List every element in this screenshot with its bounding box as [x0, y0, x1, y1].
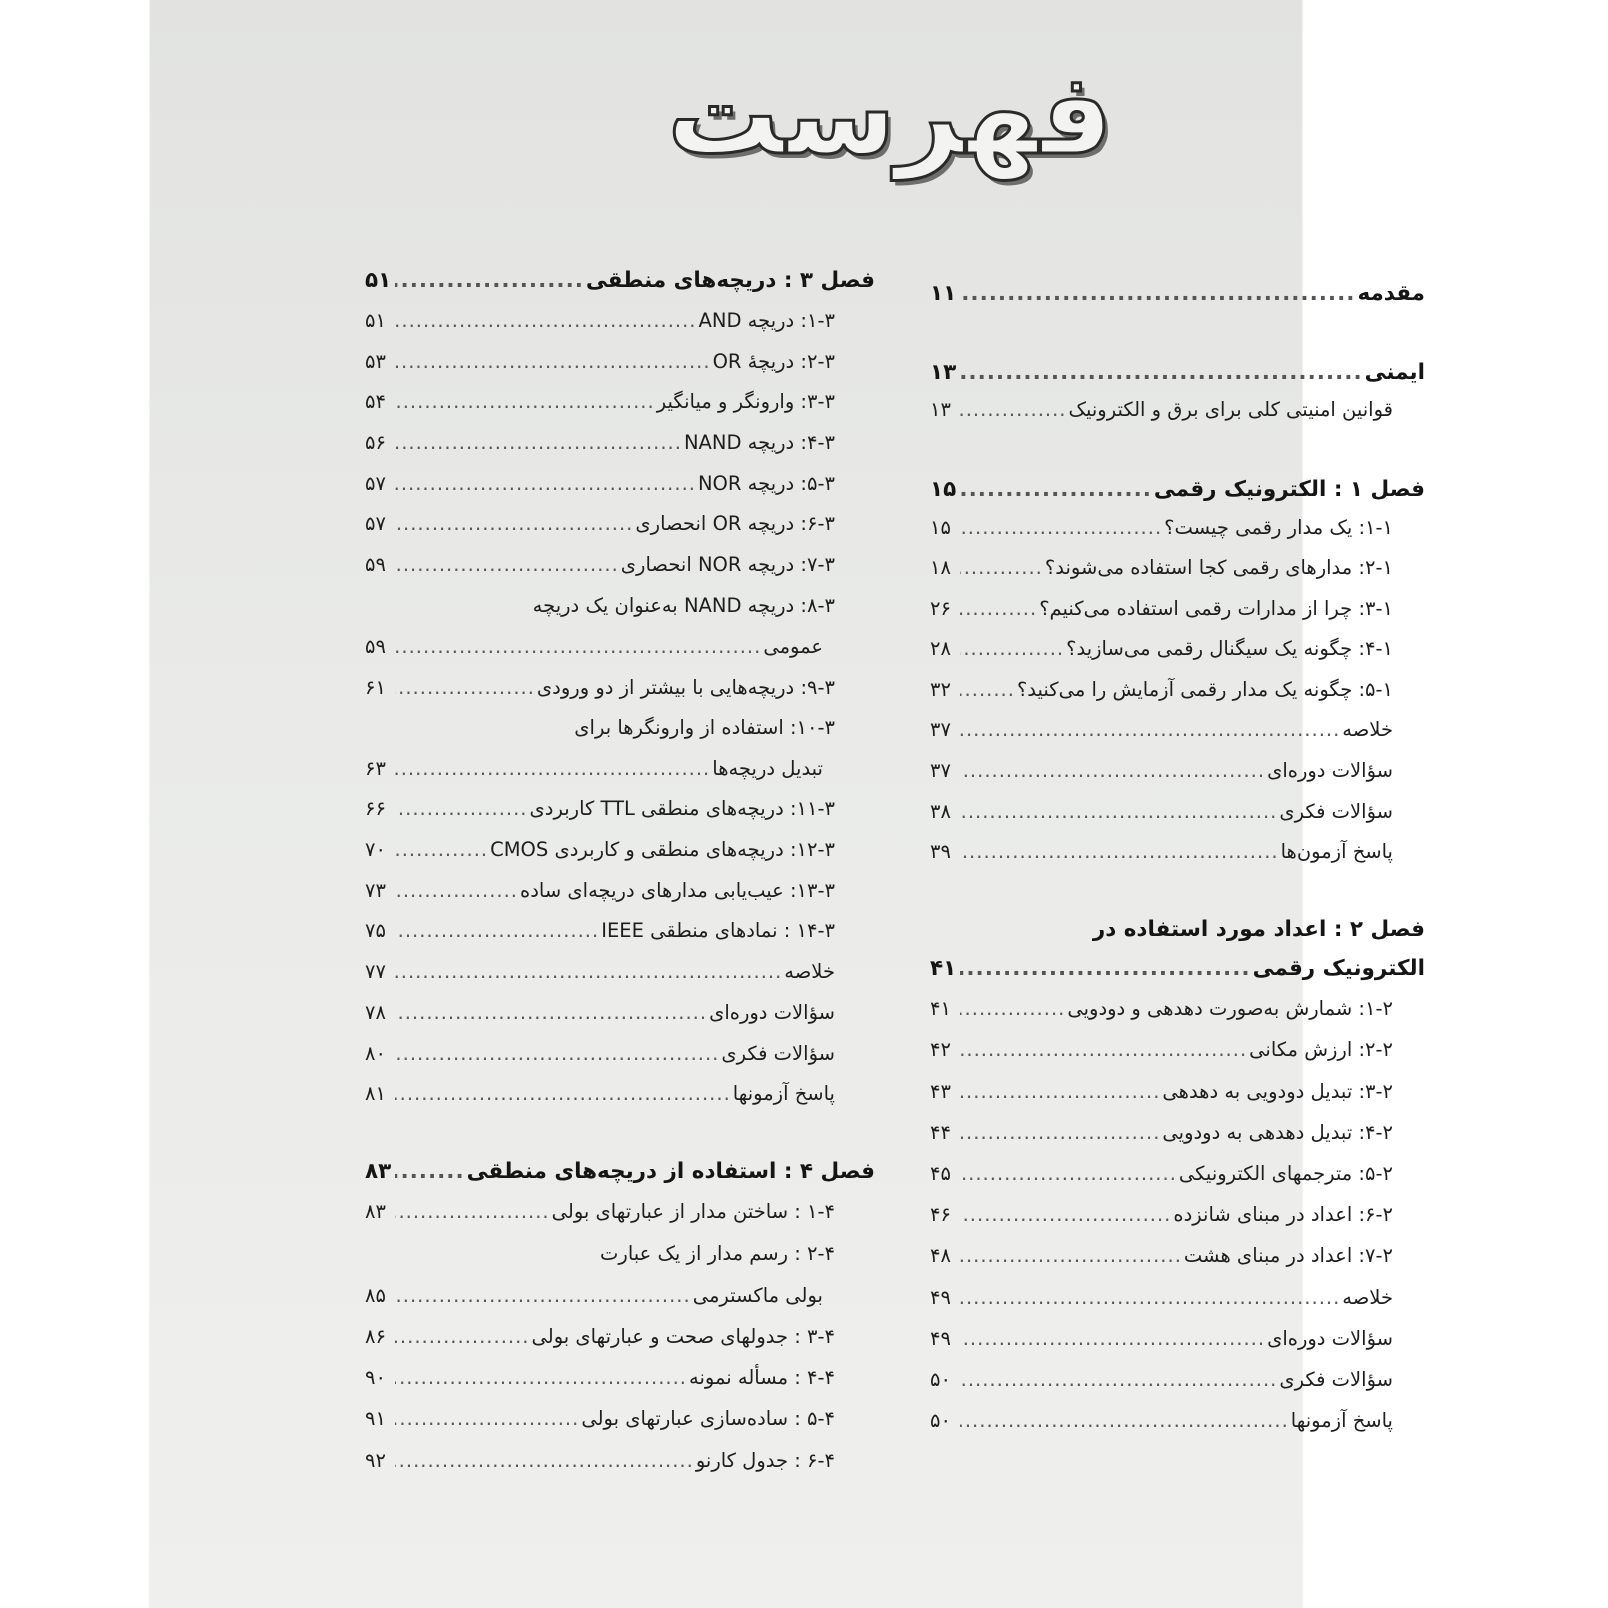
- toc-entry-page: ۷۷: [365, 960, 386, 983]
- toc-entry-title: الکترونیک رقمی: [1252, 956, 1425, 981]
- dot-leader: [960, 1203, 1171, 1226]
- toc-entry-title: ۴-۳: دریچه NAND: [683, 431, 835, 454]
- dot-leader: [395, 472, 696, 495]
- toc-entry-title: سؤالات فکری: [721, 1042, 835, 1065]
- toc-entry: [365, 512, 875, 552]
- dot-leader: [395, 919, 599, 942]
- dot-leader: [960, 637, 1064, 660]
- toc-entry-page: ۴۱: [930, 956, 957, 981]
- toc-entry-title: ۶-۴ : جدول کارنو: [695, 1449, 835, 1472]
- dot-leader: [960, 477, 1152, 502]
- toc-entry-page: ۳۸: [930, 800, 951, 823]
- toc-entry-page: ۳۲: [930, 678, 951, 701]
- toc-entry: [930, 637, 1425, 677]
- dot-leader: [395, 512, 633, 535]
- toc-entry-title: ۱۴-۳ : نمادهای منطقی IEEE: [601, 919, 835, 942]
- toc-entry-page: ۵۱: [365, 268, 392, 293]
- toc-entry: [930, 281, 1425, 321]
- toc-entry: [365, 879, 875, 919]
- toc-entry-page: ۵۷: [365, 512, 386, 535]
- toc-entry-page: ۵۷: [365, 472, 386, 495]
- dot-leader: [395, 797, 528, 820]
- book-page: [150, 0, 1425, 1608]
- dot-leader: [395, 676, 535, 699]
- toc-entry: [930, 556, 1425, 596]
- toc-entry-title: خلاصه: [784, 960, 835, 983]
- toc-entry-page: ۴۹: [930, 1286, 951, 1309]
- toc-entry-page: ۹۱: [365, 1407, 386, 1430]
- toc-entry-title: ۳-۳: وارونگر و میانگیر: [656, 390, 835, 413]
- toc-entry-page: ۸۶: [365, 1325, 386, 1348]
- dot-leader: [960, 1038, 1247, 1061]
- toc-entry: [930, 678, 1425, 718]
- toc-entry-title: ۱۱-۳: دریچه‌های منطقی TTL کاربردی: [529, 797, 835, 820]
- toc-entry-title: قوانین امنیتی کلی برای برق و الکترونیک: [1068, 398, 1393, 421]
- toc-entry-title: تبدیل دریچه‌ها: [712, 757, 823, 780]
- toc-entry-title: سؤالات دوره‌ای: [1267, 1327, 1393, 1350]
- toc-entry-title: ۵-۱: چگونه یک مدار رقمی آزمایش را می‌کنید؟: [1016, 678, 1393, 701]
- toc-entry: [365, 309, 875, 349]
- toc-entry: [930, 1121, 1425, 1161]
- toc-entry-page: ۴۶: [930, 1203, 951, 1226]
- toc-entry-title: مقدمه: [1357, 281, 1425, 306]
- toc-entry-title: ۴-۱: چگونه یک سیگنال رقمی می‌سازید؟: [1066, 637, 1393, 660]
- dot-leader: [395, 553, 619, 576]
- toc-entry-title: ۴-۴ : مسأله نمونه: [689, 1366, 835, 1389]
- dot-leader: [960, 800, 1277, 823]
- toc-entry-page: ۵۹: [365, 553, 386, 576]
- toc-entry-page: ۷۰: [365, 838, 386, 861]
- toc-entry: [365, 1159, 875, 1199]
- toc-entry-page: ۴۳: [930, 1080, 951, 1103]
- dot-leader: [395, 1200, 550, 1223]
- toc-entry-page: ۱۵: [930, 516, 951, 539]
- toc-entry-title: فصل ۳ : دریچه‌های منطقی: [585, 268, 875, 293]
- toc-entry-title: سؤالات فکری: [1279, 1368, 1393, 1391]
- toc-entry-page: ۳۹: [930, 840, 951, 863]
- dot-leader: [960, 1286, 1340, 1309]
- page-title: فهرست: [667, 50, 1113, 180]
- dot-leader: [395, 268, 584, 293]
- toc-entry-title: ۱-۳: دریچه AND: [698, 309, 835, 332]
- toc-entry-title: ۱-۴ : ساختن مدار از عبارتهای بولی: [551, 1200, 835, 1223]
- toc-entry: [365, 1407, 875, 1447]
- dot-leader: [960, 597, 1037, 620]
- toc-entry-title: ۸-۳: دریچه NAND به‌عنوان یک دریچه: [532, 594, 835, 617]
- toc-entry: [365, 350, 875, 390]
- toc-entry-page: ۴۸: [930, 1244, 951, 1267]
- toc-entry-title: فصل ۱ : الکترونیک رقمی: [1153, 477, 1425, 502]
- toc-entry: [365, 676, 875, 716]
- toc-entry: [365, 1200, 875, 1240]
- toc-entry: [930, 1368, 1425, 1408]
- toc-entry-title: ۵-۳: دریچه NOR: [697, 472, 835, 495]
- toc-entry: [930, 840, 1425, 880]
- toc-entry-page: ۳۷: [930, 759, 951, 782]
- toc-entry-title: ۲-۲: ارزش مکانی: [1249, 1038, 1393, 1061]
- toc-entry-title: ۴-۲: تبدیل دهدهی به دودویی: [1162, 1121, 1393, 1144]
- toc-entry-page: ۸۵: [365, 1284, 386, 1307]
- toc-entry-page: ۸۰: [365, 1042, 386, 1065]
- toc-entry-title: ۶-۲: اعداد در مبنای شانزده: [1173, 1203, 1393, 1226]
- toc-entry: [365, 960, 875, 1000]
- toc-entry-page: ۵۰: [930, 1409, 951, 1432]
- toc-entry: [365, 1325, 875, 1365]
- dot-leader: [395, 1366, 687, 1389]
- toc-entry-page: ۵۴: [365, 390, 386, 413]
- toc-entry-title: پاسخ آزمون‌ها: [1280, 840, 1393, 863]
- toc-entry-title: ۱-۱: یک مدار رقمی چیست؟: [1164, 516, 1393, 539]
- toc-entry-page: ۵۰: [930, 1368, 951, 1391]
- toc-entry-page: ۴۵: [930, 1162, 951, 1185]
- toc-entry-page: ۷۳: [365, 879, 386, 902]
- toc-entry-title: ۳-۱: چرا از مدارات رقمی استفاده می‌کنیم؟: [1039, 597, 1393, 620]
- toc-entry-title: پاسخ آزمونها: [732, 1082, 835, 1105]
- toc-entry-title: سؤالات دوره‌ای: [1267, 759, 1393, 782]
- toc-entry-page: ۶۳: [365, 757, 386, 780]
- toc-entry-page: ۲۶: [930, 597, 951, 620]
- toc-entry-title: خلاصه: [1342, 1286, 1393, 1309]
- dot-leader: [395, 1159, 465, 1184]
- dot-leader: [960, 997, 1065, 1020]
- toc-entry-title: ۹-۳: دریچه‌هایی با بیشتر از دو ورودی: [536, 676, 835, 699]
- dot-leader: [960, 281, 1355, 306]
- dot-leader: [395, 350, 711, 373]
- toc-entry: [930, 1244, 1425, 1284]
- dot-leader: [395, 838, 488, 861]
- toc-entry: [930, 718, 1425, 758]
- toc-entry-page: ۵۹: [365, 635, 386, 658]
- toc-entry: [930, 1203, 1425, 1243]
- dot-leader: [960, 678, 1015, 701]
- toc-entry: [930, 917, 1425, 957]
- toc-entry: [365, 1284, 875, 1324]
- toc-entry-page: ۶۶: [365, 797, 386, 820]
- toc-entry: [365, 594, 875, 634]
- toc-entry: [930, 1327, 1425, 1367]
- toc-entry-page: ۹۲: [365, 1449, 386, 1472]
- toc-entry-page: ۱۳: [930, 360, 957, 385]
- toc-entry: [365, 1242, 875, 1282]
- dot-leader: [395, 390, 655, 413]
- dot-leader: [395, 1407, 579, 1430]
- toc-entry: [365, 757, 875, 797]
- toc-entry: [930, 597, 1425, 637]
- toc-entry-page: ۷۵: [365, 919, 386, 942]
- toc-entry-page: ۵۱: [365, 309, 386, 332]
- toc-entry: [365, 1449, 875, 1489]
- toc-entry-page: ۴۴: [930, 1121, 951, 1144]
- toc-entry-page: ۷۸: [365, 1001, 386, 1024]
- toc-entry-title: عمومی: [763, 635, 823, 658]
- dot-leader: [395, 1449, 694, 1472]
- dot-leader: [960, 516, 1162, 539]
- toc-entry: [930, 759, 1425, 799]
- toc-entry: [930, 956, 1425, 996]
- toc-entry-title: ۲-۱: مدارهای رقمی کجا استفاده می‌شوند؟: [1044, 556, 1393, 579]
- toc-entry: [365, 1001, 875, 1041]
- toc-entry-title: ۷-۲: اعداد در مبنای هشت: [1183, 1244, 1393, 1267]
- toc-entry-title: خلاصه: [1342, 718, 1393, 741]
- toc-entry-page: ۴۲: [930, 1038, 951, 1061]
- toc-entry-title: سؤالات فکری: [1279, 800, 1393, 823]
- toc-entry-page: ۱۵: [930, 477, 957, 502]
- dot-leader: [960, 1327, 1265, 1350]
- toc-entry-title: ۶-۳: دریچه OR انحصاری: [635, 512, 835, 535]
- dot-leader: [395, 635, 761, 658]
- dot-leader: [960, 1080, 1160, 1103]
- toc-entry: [930, 1409, 1425, 1449]
- toc-entry-title: بولی ماکسترمی: [692, 1284, 823, 1307]
- toc-entry: [365, 1366, 875, 1406]
- toc-entry-title: ۱-۲: شمارش به‌صورت دهدهی و دودویی: [1067, 997, 1393, 1020]
- toc-entry: [365, 1042, 875, 1082]
- dot-leader: [960, 1244, 1182, 1267]
- toc-entry-page: ۵۳: [365, 350, 386, 373]
- dot-leader: [960, 759, 1265, 782]
- toc-entry-title: ۲-۴ : رسم مدار از یک عبارت: [600, 1242, 835, 1265]
- toc-entry-title: ۵-۴ : ساده‌سازی عبارتهای بولی: [581, 1407, 835, 1430]
- toc-entry: [365, 268, 875, 308]
- toc-entry: [930, 1038, 1425, 1078]
- dot-leader: [395, 757, 710, 780]
- toc-entry: [930, 477, 1425, 517]
- dot-leader: [395, 1284, 691, 1307]
- toc-entry-title: ۵-۲: مترجمهای الکترونیکی: [1178, 1162, 1393, 1185]
- dot-leader: [960, 1162, 1177, 1185]
- dot-leader: [960, 840, 1279, 863]
- dot-leader: [395, 1325, 530, 1348]
- toc-entry: [365, 716, 875, 756]
- toc-entry: [930, 1080, 1425, 1120]
- toc-entry: [930, 997, 1425, 1037]
- toc-entry-page: ۳۷: [930, 718, 951, 741]
- toc-entry-title: فصل ۲ : اعداد مورد استفاده در: [1092, 917, 1425, 942]
- dot-leader: [960, 956, 1251, 981]
- toc-entry: [365, 431, 875, 471]
- toc-entry: [930, 1286, 1425, 1326]
- dot-leader: [395, 879, 518, 902]
- toc-entry: [930, 398, 1425, 438]
- toc-entry-page: ۸۳: [365, 1200, 386, 1223]
- dot-leader: [395, 309, 697, 332]
- toc-entry: [365, 1082, 875, 1122]
- dot-leader: [395, 1082, 731, 1105]
- dot-leader: [960, 1368, 1277, 1391]
- toc-entry-page: ۶۱: [365, 676, 386, 699]
- toc-entry: [365, 838, 875, 878]
- toc-entry-page: ۴۹: [930, 1327, 951, 1350]
- dot-leader: [960, 718, 1340, 741]
- toc-entry-page: ۵۶: [365, 431, 386, 454]
- toc-entry-page: ۸۱: [365, 1082, 386, 1105]
- toc-entry-title: سؤالات دوره‌ای: [709, 1001, 835, 1024]
- toc-entry-title: ۳-۲: تبدیل دودویی به دهدهی: [1162, 1080, 1393, 1103]
- toc-entry: [930, 800, 1425, 840]
- toc-entry-page: ۹۰: [365, 1366, 386, 1389]
- dot-leader: [960, 1121, 1160, 1144]
- toc-entry-title: ۱۰-۳: استفاده از وارونگرها برای: [574, 716, 835, 739]
- dot-leader: [395, 1042, 719, 1065]
- toc-entry: [365, 919, 875, 959]
- toc-entry-title: ۱۲-۳: دریچه‌های منطقی و کاربردی CMOS: [490, 838, 835, 861]
- dot-leader: [960, 1409, 1289, 1432]
- toc-entry: [930, 360, 1425, 400]
- dot-leader: [395, 431, 682, 454]
- dot-leader: [960, 360, 1363, 385]
- toc-entry-page: ۱۳: [930, 398, 951, 421]
- toc-entry: [930, 516, 1425, 556]
- toc-entry-title: ۷-۳: دریچه NOR انحصاری: [620, 553, 835, 576]
- dot-leader: [960, 556, 1043, 579]
- toc-entry-title: ۱۳-۳: عیب‌یابی مدارهای دریچه‌ای ساده: [520, 879, 835, 902]
- toc-entry-title: ایمنی: [1364, 360, 1425, 385]
- toc-entry-title: پاسخ آزمونها: [1290, 1409, 1393, 1432]
- toc-entry: [365, 390, 875, 430]
- toc-entry-page: ۱۸: [930, 556, 951, 579]
- toc-entry-title: ۳-۴ : جدولهای صحت و عبارتهای بولی: [531, 1325, 835, 1348]
- toc-entry: [365, 635, 875, 675]
- toc-entry-title: فصل ۴ : استفاده از دریچه‌های منطقی: [466, 1159, 875, 1184]
- toc-entry-page: ۱۱: [930, 281, 957, 306]
- dot-leader: [395, 960, 782, 983]
- toc-entry: [365, 472, 875, 512]
- toc-entry-page: ۲۸: [930, 637, 951, 660]
- toc-entry: [365, 797, 875, 837]
- toc-entry-page: ۸۳: [365, 1159, 392, 1184]
- toc-entry: [365, 553, 875, 593]
- dot-leader: [960, 398, 1067, 421]
- toc-entry: [930, 1162, 1425, 1202]
- toc-entry-page: ۴۱: [930, 997, 951, 1020]
- toc-entry-title: ۲-۳: دریچهٔ OR: [712, 350, 835, 373]
- dot-leader: [395, 1001, 707, 1024]
